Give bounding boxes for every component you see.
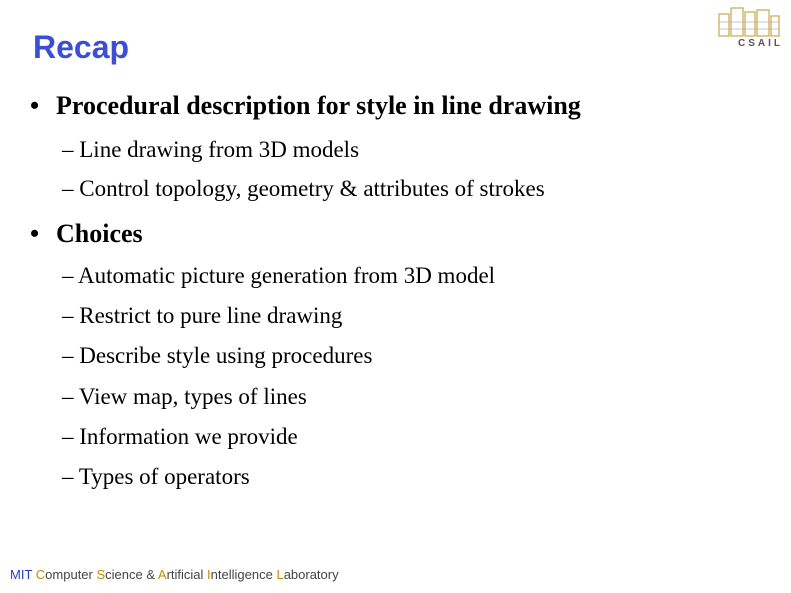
- subitem-information: – Information we provide: [62, 424, 298, 449]
- footer-text-aboratory: aboratory: [283, 567, 339, 582]
- subitem-line-drawing: – Line drawing from 3D models: [62, 137, 360, 162]
- bullet-text: Procedural description for style in line drawing: [56, 91, 581, 120]
- subitem-operators: – Types of operators: [62, 464, 250, 489]
- footer-text-omputer: omputer: [45, 567, 97, 582]
- subitem-control-topology: – Control topology, geometry & attributes of strokes: [62, 176, 545, 201]
- footer-mit: MIT: [10, 567, 33, 582]
- subitem-describe-style: – Describe style using procedures: [62, 343, 373, 368]
- subitem-restrict: – Restrict to pure line drawing: [62, 303, 343, 328]
- slide-title: Recap: [33, 29, 130, 65]
- footer-cap-l: L: [276, 567, 284, 582]
- bullet-dot: •: [30, 219, 40, 248]
- footer-text-cience: cience &: [105, 567, 158, 582]
- csail-logo-text: CSAIL: [738, 38, 783, 49]
- bullet-choices: [30, 219, 143, 249]
- footer-cap-i: I: [207, 567, 211, 582]
- footer-text-rtificial: rtificial: [166, 567, 208, 582]
- bullet-dot: •: [30, 91, 40, 120]
- footer-cap-s: S: [96, 567, 106, 582]
- subitem-view-map: – View map, types of lines: [62, 384, 307, 409]
- footer-lab-name: [10, 567, 339, 582]
- footer-cap-c: C: [35, 567, 46, 582]
- bullet-text: Choices: [56, 219, 143, 248]
- footer-text-ntelligence: ntelligence: [210, 567, 277, 582]
- bullet-procedural-description: [30, 91, 581, 121]
- footer-cap-a: A: [157, 567, 167, 582]
- subitem-automatic-picture: – Automatic picture generation from 3D model: [62, 263, 496, 288]
